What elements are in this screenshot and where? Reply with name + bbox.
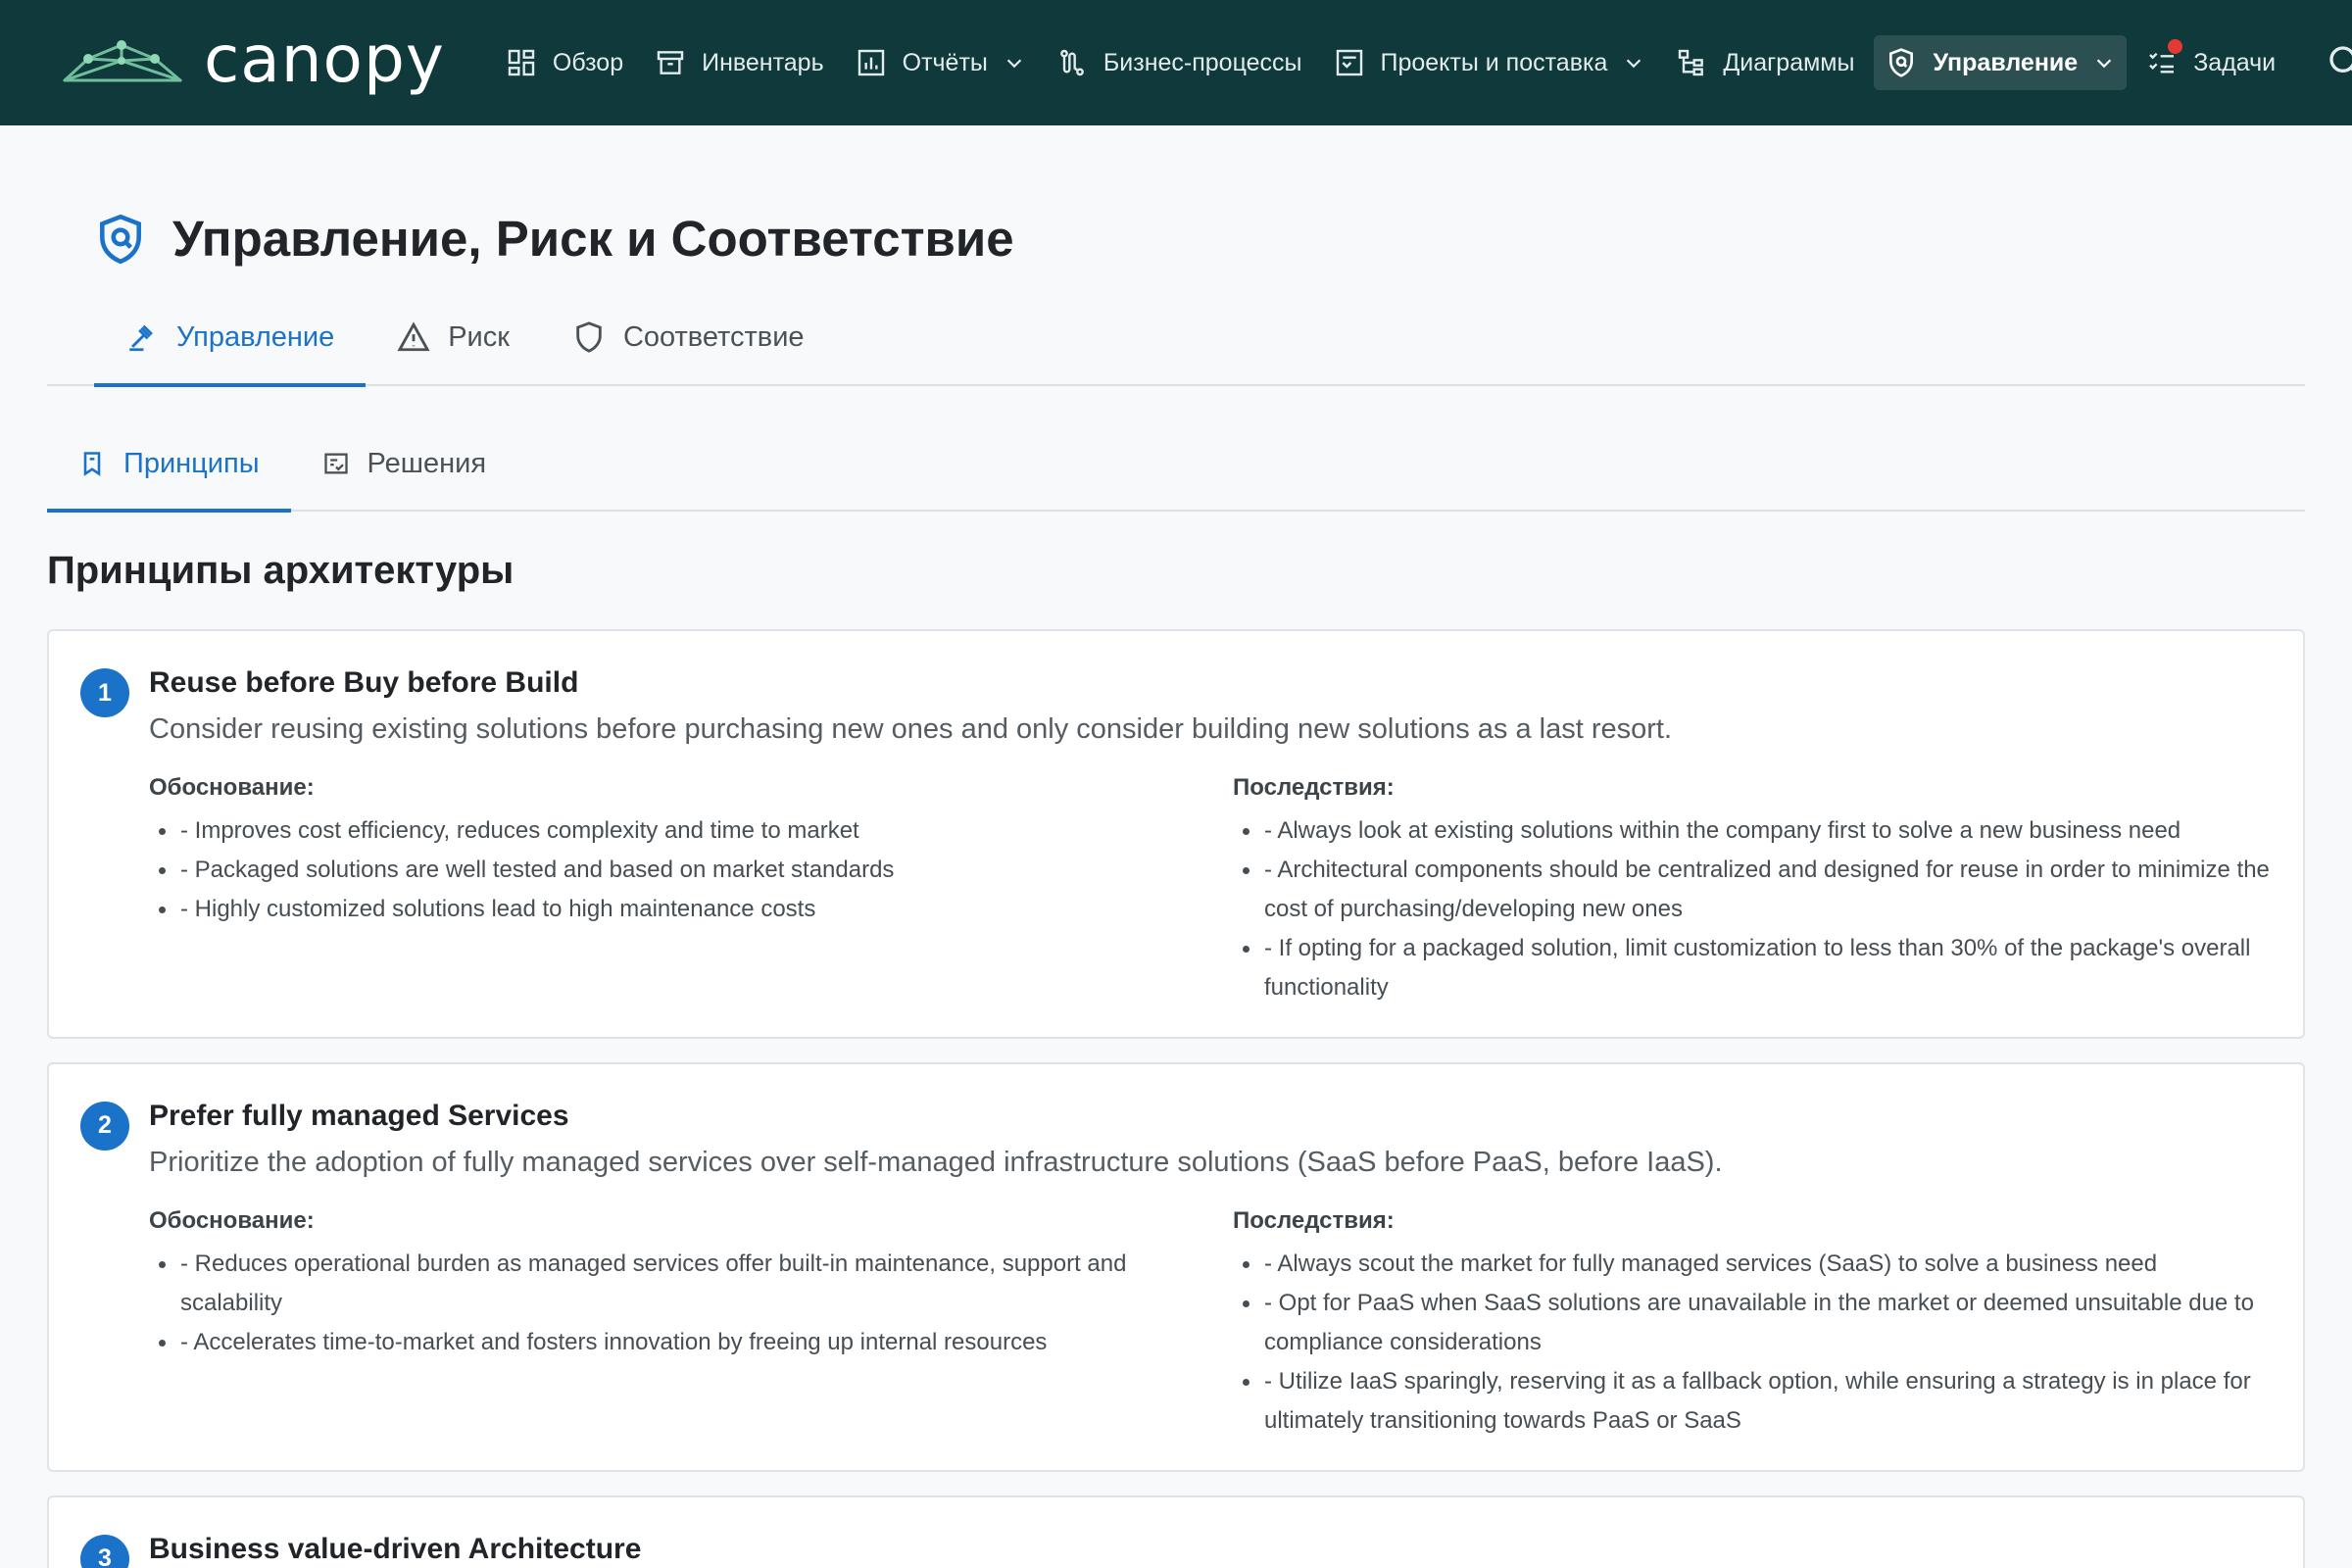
dashboard-icon (506, 47, 537, 78)
tab-principles[interactable] (47, 417, 291, 510)
implication-item: - Utilize IaaS sparingly, reserving it as a fallback option, while ensuring a strategy is in place for ultimately transitioning towards PaaS or SaaS (1233, 1362, 2272, 1441)
implications-list (1233, 811, 2272, 1007)
checklist-icon (322, 450, 350, 477)
principle-card[interactable] (47, 629, 2305, 1039)
implication-item: - Always scout the market for fully managed services (SaaS) to solve a business need (1233, 1245, 2272, 1284)
nav-item-business-processes[interactable] (1045, 35, 1314, 90)
tab-label: Управление (176, 320, 335, 353)
tab-label: Решения (367, 447, 487, 479)
rationale-item: - Improves cost efficiency, reduces complexity and time to market (149, 811, 1194, 851)
implication-item: - Opt for PaaS when SaaS solutions are unavailable in the market or deemed unsuitable due to compliance considerations (1233, 1284, 2272, 1362)
principles-list (47, 629, 2305, 1568)
canopy-logo[interactable] (59, 0, 445, 125)
rationale-list (149, 1245, 1194, 1362)
nav-item-projects[interactable] (1322, 35, 1657, 90)
implication-item: - Architectural components should be centralized and designed for reuse in order to minimize the cost of purchasing/developing new ones (1233, 851, 2272, 929)
notification-dot (2168, 39, 2182, 54)
principle-title: Business value-driven Architecture (149, 1532, 642, 1565)
brand-name: canopy (204, 22, 445, 97)
rationale-heading: Обоснование: (149, 1206, 315, 1234)
shield-icon (1886, 47, 1917, 78)
shield-outline-icon (572, 320, 606, 354)
nav-item-label: Управление (1933, 48, 2079, 76)
principle-number-badge: 1 (80, 668, 129, 717)
page-header (96, 210, 1014, 268)
hierarchy-icon (1676, 47, 1707, 78)
principle-description: Prioritize the adoption of fully managed services over self-managed infrastructure solutions (SaaS before PaaS, before IaaS). (149, 1146, 1723, 1178)
implications-heading: Последствия: (1233, 1206, 1395, 1234)
tab-label: Соответствие (622, 320, 805, 353)
chevron-down-icon (2093, 52, 2115, 74)
top-navigation (0, 0, 2352, 125)
rationale-item: - Reduces operational burden as managed services offer built-in maintenance, support and scalability (149, 1245, 1194, 1323)
implications-list (1233, 1245, 2272, 1441)
principle-description: Consider reusing existing solutions before purchasing new ones and only consider building new solutions as a last resort. (149, 713, 1673, 745)
nav-item-overview[interactable] (494, 35, 635, 90)
principle-card[interactable] (47, 1062, 2305, 1472)
search-icon[interactable] (2327, 43, 2352, 82)
nav-item-governance[interactable] (1874, 35, 2127, 90)
tab-label: Принципы (123, 447, 260, 479)
nav-item-label: Задачи (2193, 48, 2277, 76)
nav-item-diagrams[interactable] (1664, 35, 1866, 90)
tab-label: Риск (448, 320, 510, 353)
nav-item-inventory[interactable] (643, 35, 836, 90)
main-menu (494, 0, 2295, 125)
tab-decisions[interactable] (291, 417, 518, 510)
rationale-item: - Accelerates time-to-market and fosters innovation by freeing up internal resources (149, 1323, 1194, 1362)
tab-risk[interactable] (366, 290, 541, 384)
section-title: Принципы архитектуры (47, 549, 514, 592)
warning-icon (397, 320, 430, 354)
rationale-list (149, 811, 1194, 929)
rationale-item: - Highly customized solutions lead to high maintenance costs (149, 890, 1194, 929)
nav-item-label: Бизнес-процессы (1102, 48, 1302, 76)
principle-number-badge: 2 (80, 1102, 129, 1151)
nav-item-label: Отчёты (902, 48, 988, 76)
implications-heading: Последствия: (1233, 773, 1395, 801)
implication-item: - If opting for a packaged solution, limit customization to less than 30% of the package's overall functionality (1233, 929, 2272, 1007)
nav-item-reports[interactable] (844, 35, 1037, 90)
tab-governance[interactable] (94, 290, 366, 384)
page-title: Управление, Риск и Соответствие (172, 211, 1014, 267)
nav-item-label: Проекты и поставка (1380, 48, 1608, 76)
governance-subtabs (47, 417, 2305, 512)
rationale-heading: Обоснование: (149, 773, 315, 801)
process-icon (1056, 47, 1088, 78)
clipboard-icon (1334, 47, 1365, 78)
grc-tabs (47, 290, 2305, 386)
shield-icon (96, 213, 145, 266)
bookmark-icon (78, 450, 106, 477)
principle-number-badge: 3 (80, 1535, 129, 1568)
principle-card[interactable] (47, 1495, 2305, 1568)
nav-item-label: Инвентарь (702, 48, 824, 76)
nav-item-label: Обзор (552, 48, 624, 76)
principle-title: Reuse before Buy before Build (149, 666, 579, 699)
chevron-down-icon (1004, 52, 1025, 74)
chart-icon (856, 47, 887, 78)
principle-title: Prefer fully managed Services (149, 1099, 569, 1132)
nav-item-label: Диаграммы (1723, 48, 1855, 76)
implication-item: - Always look at existing solutions within the company first to solve a new business need (1233, 811, 2272, 851)
chevron-down-icon (1623, 52, 1644, 74)
canopy-logo-icon (59, 35, 186, 90)
tab-compliance[interactable] (541, 290, 836, 384)
gavel-icon (125, 320, 159, 354)
archive-icon (655, 47, 686, 78)
rationale-item: - Packaged solutions are well tested and based on market standards (149, 851, 1194, 890)
nav-item-tasks[interactable] (2134, 35, 2287, 90)
